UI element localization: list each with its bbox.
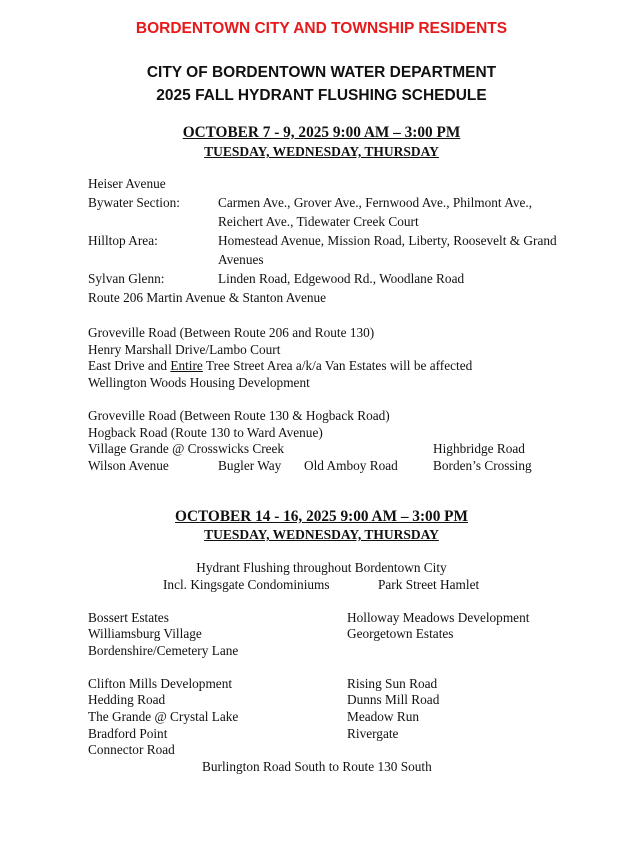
route-206: Route 206 Martin Avenue & Stanton Avenue	[88, 290, 327, 305]
connector-road: Connector Road	[88, 742, 175, 757]
old-amboy-road: Old Amboy Road	[304, 458, 398, 473]
rivergate: Rivergate	[347, 726, 399, 741]
bugler-way: Bugler Way	[218, 458, 282, 473]
rising-sun-road: Rising Sun Road	[347, 676, 438, 691]
bywater-streets-line2: Reichert Ave., Tidewater Creek Court	[218, 214, 419, 229]
east-drive-prefix: East Drive and	[88, 358, 171, 373]
meadow-run: Meadow Run	[347, 709, 420, 724]
bywater-label: Bywater Section:	[88, 195, 180, 210]
village-grande: Village Grande @ Crosswicks Creek	[88, 441, 285, 456]
section2-date: OCTOBER 14 - 16, 2025 9:00 AM – 3:00 PM	[175, 508, 468, 525]
flushing-city: Hydrant Flushing throughout Bordentown City	[196, 560, 447, 575]
dunns-mill-road: Dunns Mill Road	[347, 692, 440, 707]
williamsburg-village: Williamsburg Village	[88, 626, 202, 641]
heiser-avenue: Heiser Avenue	[88, 176, 166, 191]
schedule-title: 2025 FALL HYDRANT FLUSHING SCHEDULE	[156, 87, 487, 104]
bordenshire-cemetery-lane: Bordenshire/Cemetery Lane	[88, 643, 239, 658]
burlington-road: Burlington Road South to Route 130 South	[202, 759, 432, 774]
hogback-road: Hogback Road (Route 130 to Ward Avenue)	[88, 425, 323, 440]
henry-marshall-drive: Henry Marshall Drive/Lambo Court	[88, 342, 281, 357]
clifton-mills: Clifton Mills Development	[88, 676, 233, 691]
department-title: CITY OF BORDENTOWN WATER DEPARTMENT	[146, 64, 497, 81]
holloway-meadows: Holloway Meadows Development	[347, 610, 530, 625]
bradford-point: Bradford Point	[88, 726, 168, 741]
sylvan-label: Sylvan Glenn:	[88, 271, 165, 286]
section1-date: OCTOBER 7 - 9, 2025 9:00 AM – 3:00 PM	[182, 124, 461, 141]
residents-banner: BORDENTOWN CITY AND TOWNSHIP RESIDENTS	[135, 20, 508, 37]
groveville-road-2: Groveville Road (Between Route 130 & Hogback Road)	[88, 408, 390, 423]
east-drive-line	[88, 358, 472, 374]
kingsgate-condominiums: Incl. Kingsgate Condominiums	[163, 577, 330, 592]
groveville-road-1: Groveville Road (Between Route 206 and Route 130)	[88, 325, 375, 340]
georgetown-estates: Georgetown Estates	[347, 626, 454, 641]
wellington-woods: Wellington Woods Housing Development	[88, 375, 310, 390]
sylvan-streets: Linden Road, Edgewood Rd., Woodlane Road	[218, 271, 465, 286]
section1-days: TUESDAY, WEDNESDAY, THURSDAY	[204, 144, 439, 159]
hilltop-label: Hilltop Area:	[88, 233, 158, 248]
hedding-road: Hedding Road	[88, 692, 166, 707]
east-drive-suffix: Tree Street Area a/k/a Van Estates will be affected	[202, 358, 473, 373]
wilson-avenue: Wilson Avenue	[88, 458, 169, 473]
hilltop-streets-line1: Homestead Avenue, Mission Road, Liberty, Roosevelt & Grand	[218, 233, 557, 248]
hilltop-streets-line2: Avenues	[218, 252, 264, 267]
bossert-estates: Bossert Estates	[88, 610, 169, 625]
section2-days: TUESDAY, WEDNESDAY, THURSDAY	[204, 527, 439, 542]
park-street-hamlet: Park Street Hamlet	[378, 577, 480, 592]
bywater-streets-line1: Carmen Ave., Grover Ave., Fernwood Ave., Philmont Ave.,	[218, 195, 533, 210]
entire-emphasis: Entire	[170, 358, 203, 373]
grande-crystal-lake: The Grande @ Crystal Lake	[88, 709, 239, 724]
highbridge-road: Highbridge Road	[433, 441, 525, 456]
bordens-crossing: Borden’s Crossing	[433, 458, 532, 473]
